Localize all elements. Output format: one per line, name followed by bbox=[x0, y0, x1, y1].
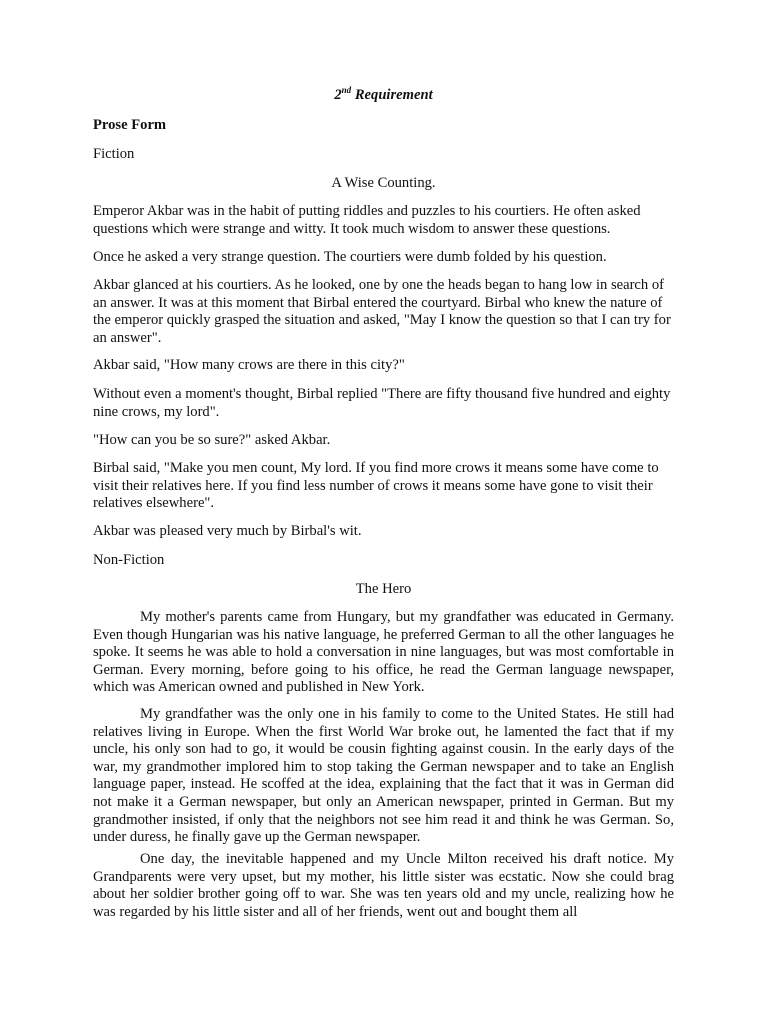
fiction-paragraph-4: Akbar said, "How many crows are there in this city?" bbox=[93, 357, 405, 373]
requirement-heading bbox=[93, 87, 674, 105]
requirement-ordinal-suffix: nd bbox=[341, 85, 352, 96]
fiction-paragraph-8: Akbar was pleased very much by Birbal's wit. bbox=[93, 523, 362, 539]
requirement-title: Requirement bbox=[354, 87, 433, 103]
fiction-paragraph-2: Once he asked a very strange question. The courtiers were dumb folded by his question. bbox=[93, 249, 607, 265]
fiction-paragraph-7: Birbal said, "Make you men count, My lord. If you find more crows it means some have come to visit their relatives here. If you find less number of crows it means some have gone to visit their relatives elsewhere". bbox=[93, 460, 659, 512]
nonfiction-paragraph-1: My mother's parents came from Hungary, but my grandfather was educated in Germany. Even though Hungarian was his native language, he preferred German to all the other languages he spoke. It seems he was able to hold a conversation in nine languages, but was most comfortable in German. Every morning, before going to his office, he read the German language newspaper, which was American owned and published in New York. bbox=[93, 609, 674, 696]
nonfiction-paragraph-3: One day, the inevitable happened and my Uncle Milton received his draft notice. My Grandparents were very upset, but my mother, his little sister was ecstatic. Now she could brag about her soldier brother going off to war. She was ten years old and my uncle, realizing how he was regarded by his little sister and all of her friends, went out and bought them all bbox=[93, 851, 674, 920]
requirement-number: 2 bbox=[334, 87, 342, 103]
fiction-paragraph-5: Without even a moment's thought, Birbal replied "There are fifty thousand five hundred and eighty nine crows, my lord". bbox=[93, 386, 671, 420]
nonfiction-label: Non-Fiction bbox=[93, 552, 165, 568]
fiction-story-title: A Wise Counting. bbox=[331, 175, 436, 191]
fiction-paragraph-6: "How can you be so sure?" asked Akbar. bbox=[93, 432, 331, 448]
section-heading: Prose Form bbox=[93, 117, 167, 133]
nonfiction-paragraph-2: My grandfather was the only one in his family to come to the United States. He still had relatives living in Europe. When the first World War broke out, he lamented the fact that if my uncle, his only son had to go, it would be cousin fighting against cousin. In the early days of the war, my grandmother implored him to stop taking the German newspaper and to take an English language paper, instead. He scoffed at the idea, explaining that the fact that it was in German did not make it a German newspaper, but only an American newspaper, printed in German. But my grandmother insisted, if only that the neighbors not see him read it and think he was German. So, under duress, he finally gave up the German newspaper. bbox=[93, 706, 674, 846]
fiction-label: Fiction bbox=[93, 146, 135, 162]
fiction-paragraph-1: Emperor Akbar was in the habit of putting riddles and puzzles to his courtiers. He often asked questions which were strange and witty. It took much wisdom to answer these questions. bbox=[93, 203, 641, 237]
nonfiction-story-title: The Hero bbox=[355, 581, 412, 597]
fiction-paragraph-3: Akbar glanced at his courtiers. As he looked, one by one the heads began to hang low in search of an answer. It was at this moment that Birbal entered the courtyard. Birbal who knew the nature of the emperor quickly grasped the situation and asked, "May I know the question so that I can try for an answer". bbox=[93, 277, 671, 346]
